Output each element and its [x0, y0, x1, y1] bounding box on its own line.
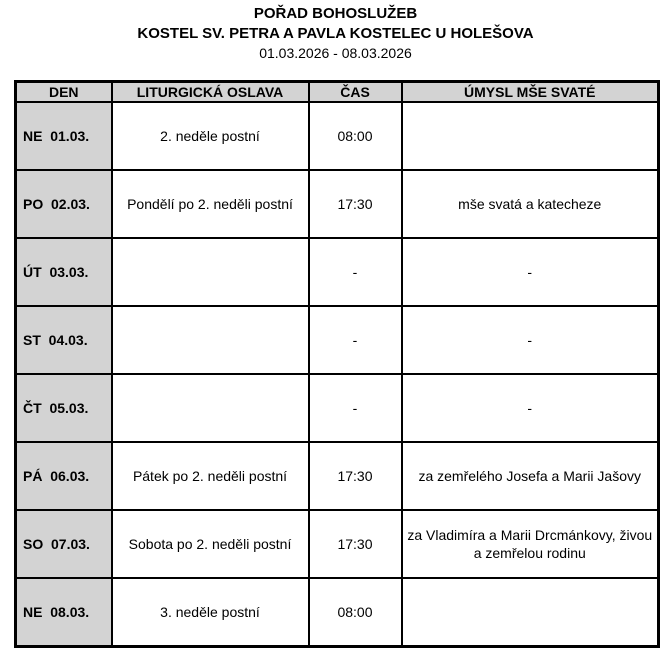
cell-den: PO 02.03. — [16, 170, 112, 238]
schedule-head — [16, 82, 659, 103]
table-row — [16, 102, 659, 170]
cell-oslava: Sobota po 2. neděli postní — [112, 510, 309, 578]
table-row — [16, 306, 659, 374]
cell-umysl: za zemřelého Josefa a Marii Jašovy — [402, 442, 659, 510]
cell-cas: 08:00 — [309, 578, 402, 646]
column-header-den: DEN — [16, 82, 112, 103]
cell-oslava: Pátek po 2. neděli postní — [112, 442, 309, 510]
cell-cas: 17:30 — [309, 442, 402, 510]
cell-den: NE 08.03. — [16, 578, 112, 646]
cell-umysl: za Vladimíra a Marii Drcmánkovy, živou a zemřelou rodinu — [402, 510, 659, 578]
cell-umysl: - — [402, 238, 659, 306]
cell-cas: 08:00 — [309, 102, 402, 170]
cell-den: PÁ 06.03. — [16, 442, 112, 510]
cell-den: ČT 05.03. — [16, 374, 112, 442]
cell-den: ST 04.03. — [16, 306, 112, 374]
cell-oslava — [112, 306, 309, 374]
table-row — [16, 238, 659, 306]
table-row — [16, 374, 659, 442]
cell-cas: 17:30 — [309, 170, 402, 238]
schedule-body — [16, 102, 659, 646]
cell-den: SO 07.03. — [16, 510, 112, 578]
table-row — [16, 442, 659, 510]
cell-umysl: - — [402, 306, 659, 374]
column-header-umysl: ÚMYSL MŠE SVATÉ — [402, 82, 659, 103]
table-row — [16, 170, 659, 238]
page-header — [0, 0, 671, 63]
cell-oslava — [112, 238, 309, 306]
header-row — [16, 82, 659, 103]
page-title: POŘAD BOHOSLUŽEB — [253, 5, 418, 22]
table-row — [16, 578, 659, 646]
cell-oslava: 2. neděle postní — [112, 102, 309, 170]
date-range: 01.03.2026 - 08.03.2026 — [259, 45, 412, 61]
schedule-table — [14, 80, 660, 648]
column-header-oslava: LITURGICKÁ OSLAVA — [112, 82, 309, 103]
cell-oslava: Pondělí po 2. neděli postní — [112, 170, 309, 238]
cell-umysl — [402, 102, 659, 170]
cell-umysl — [402, 578, 659, 646]
cell-den: NE 01.03. — [16, 102, 112, 170]
cell-cas: - — [309, 238, 402, 306]
cell-oslava: 3. neděle postní — [112, 578, 309, 646]
cell-cas: 17:30 — [309, 510, 402, 578]
table-row — [16, 510, 659, 578]
cell-cas: - — [309, 306, 402, 374]
church-name: KOSTEL SV. PETRA A PAVLA KOSTELEC U HOLEŠOVA — [137, 25, 534, 42]
cell-den: ÚT 03.03. — [16, 238, 112, 306]
cell-umysl: mše svatá a katecheze — [402, 170, 659, 238]
cell-oslava — [112, 374, 309, 442]
column-header-cas: ČAS — [309, 82, 402, 103]
cell-umysl: - — [402, 374, 659, 442]
cell-cas: - — [309, 374, 402, 442]
